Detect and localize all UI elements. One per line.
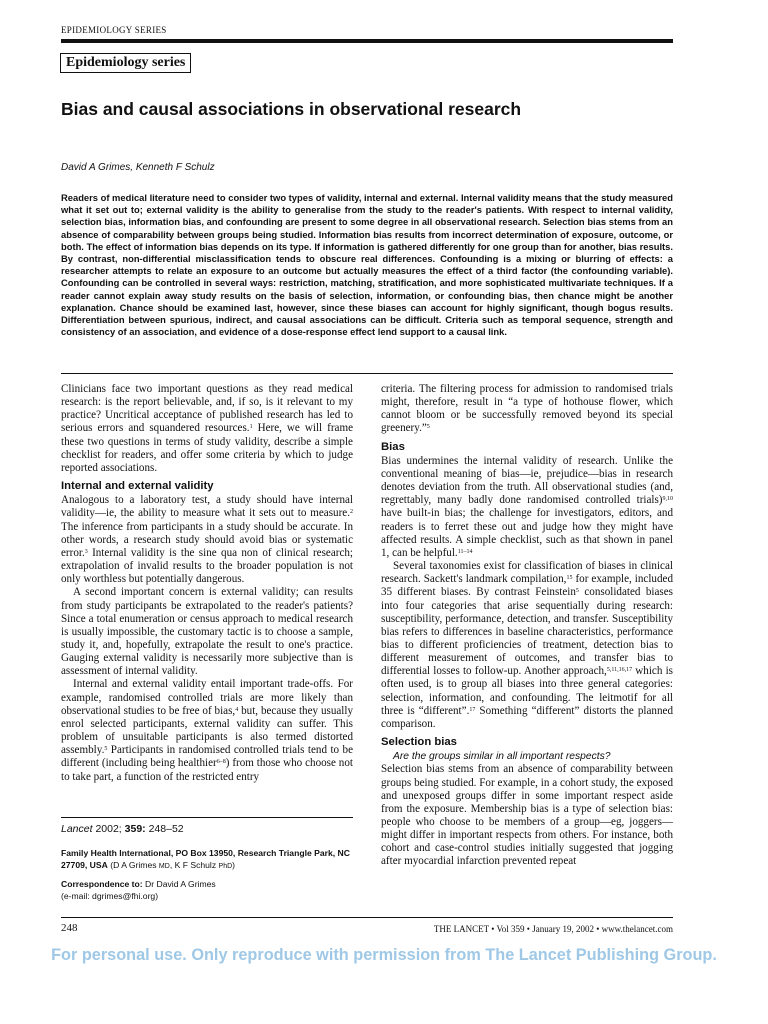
abstract: Readers of medical literature need to consider two types of validity, internal and external. Internal validity means that the study measured what it set out to; external validity is the ability to generalise from the study to the reader's patients. With respect to internal validity, selection bias, information bias, and confounding are present to some degree in all observational research. Selection bias stems from an absence of comparability between groups being studied. Information bias results from incorrect determination of exposure, outcome, or both. The effect of information bias depends on its type. If information is gathered differently for one group than for another, bias results. By contrast, non-differential misclassification tends to obscure real differences. Confounding is a mixing or blurring of effects: a researcher attempts to relate an exposure to an outcome but actually measures the effect of a third factor (the confounding variable). Confounding can be controlled in several ways: restriction, matching, stratification, and more sophisticated multivariate techniques. If a reader cannot explain away study results on the basis of selection, information, or confounding bias, then chance might be another explanation. Chance should be examined last, however, since these biases can account for highly significant, though bogus results. Differentiation between spurious, indirect, and causal associations can be difficult. Criteria such as temporal sequence, strength and consistency of an association, and evidence of a dose-response effect lend support to a causal link. — [61, 192, 673, 338]
paragraph: Internal and external validity entail important trade-offs. For example, randomised controlled trials are more likely than observational studies to be free of bias,$^4$ but, because they usually enrol selected participants, external validity can suffer. This problem of unsuitable participants is also termed distorted assembly.$^5$ Participants in randomised controlled trials tend to be different (including being healthier$^{6-8}$) from those who choose not to take part, a function of the restricted entry — [61, 678, 353, 783]
paragraph: Clinicians face two important questions as they read medical research: is the report believable, and, if so, is it relevant to my practice? Uncritical acceptance of published research has led to serious errors and squandered resources.$^1$ Here, we will frame these two questions in terms of study validity, describe a simple checklist for readers, and offer some criteria by which to judge reported associations. — [61, 383, 353, 474]
page-number: 248 — [61, 922, 78, 934]
paragraph: criteria. The filtering process for admission to randomised trials might, therefore, result in “a type of hothouse flower, which cannot bloom or be successfully removed beyond its special greenery.”$^5$ — [381, 383, 673, 435]
journal-line: THE LANCET • Vol 359 • January 19, 2002 • www.thelancet.com — [433, 924, 673, 934]
paragraph: Selection bias stems from an absence of comparability between groups being studied. For example, in a cohort study, the exposed and unexposed groups differ in some important respect aside from the exposure. Membership bias is a type of selection bias: people who choose to be members of a group—eg, joggers—might differ in important respects from others. For instance, both cohort and case-control studies initially suggested that jogging after myocardial infarction prevented repeat — [381, 763, 673, 868]
abstract-rule — [61, 373, 673, 374]
footer-rule — [61, 917, 673, 918]
citation: Lancet 2002; 359: 248–52 — [61, 823, 184, 835]
affiliation: Family Health International, PO Box 13950, Research Triangle Park, NC 27709, USA (D A Grimes MD, K F Schulz PhD) Correspondence to: Dr David A Grimes (e-mail: dgrimes@fhi.org) — [61, 847, 353, 902]
series-box: Epidemiology series — [60, 53, 191, 73]
paragraph: Analogous to a laboratory test, a study should have internal validity—ie, the ability to measure what it sets out to measure.$^2$ The inference from participants in a study should be accurate. In other words, a research study should avoid bias or systematic error.$^3$ Internal validity is the sine qua non of clinical research; extrapolation of invalid results to the broader population is not only worthless but potentially dangerous. — [61, 494, 353, 586]
series-label: EPIDEMIOLOGY SERIES — [61, 25, 167, 35]
header-rule — [61, 39, 673, 43]
column-left — [61, 383, 353, 817]
section-heading-bias: Bias — [381, 440, 405, 453]
section-heading-internal-external: Internal and external validity — [61, 480, 214, 493]
permission-notice: For personal use. Only reproduce with permission from The Lancet Publishing Group. — [51, 946, 717, 964]
column-right — [381, 383, 673, 869]
section-subheading: Are the groups similar in all important respects? — [393, 751, 611, 763]
email: (e-mail: dgrimes@fhi.org) — [61, 891, 159, 901]
paragraph: Several taxonomies exist for classification of biases in clinical research. Sackett's landmark compilation,$^{15}$ for example, included 35 different biases. By contrast Feinstein$^5$ consolidated biases into four categories that arise sequentially during research: susceptibility, performance, detection, and transfer. Susceptibility bias refers to differences in baseline characteristics, performance bias to different proficiencies of treatment, detection bias to different measurement of outcomes, and transfer bias to differential losses to follow-up. Another approach,$^{5,11,16,17}$ which is often used, is to group all biases into three general categories: selection, information, and confounding. The leitmotif for all three is “different”.$^{17}$ Something “different” distorts the planned comparison. — [381, 560, 673, 730]
section-heading-selection-bias: Selection bias — [381, 736, 457, 749]
citation-rule — [61, 817, 353, 818]
article-title: Bias and causal associations in observational research — [61, 99, 522, 119]
paragraph: A second important concern is external validity; can results from study participants be extrapolated to the reader's patients? Since a total enumeration or census approach to medical research is usually impossible, the customary tactic is to choose a sample, study it, and, hopefully, extrapolate the result to one's practice. Gauging external validity is necessarily more subjective than is assessment of internal validity. — [61, 586, 353, 678]
authors: David A Grimes, Kenneth F Schulz — [61, 162, 215, 173]
paragraph: Bias undermines the internal validity of research. Unlike the conventional meaning of bias—ie, prejudice—bias in research denotes deviation from the truth. All observational studies (and, regrettably, many badly done randomised controlled trials)$^{9,10}$ have built-in bias; the challenge for investigators, editors, and readers is to ferret these out and judge how they might have affected results. A simple checklist, such as that shown in panel 1, can be helpful.$^{11-14}$ — [381, 454, 673, 559]
